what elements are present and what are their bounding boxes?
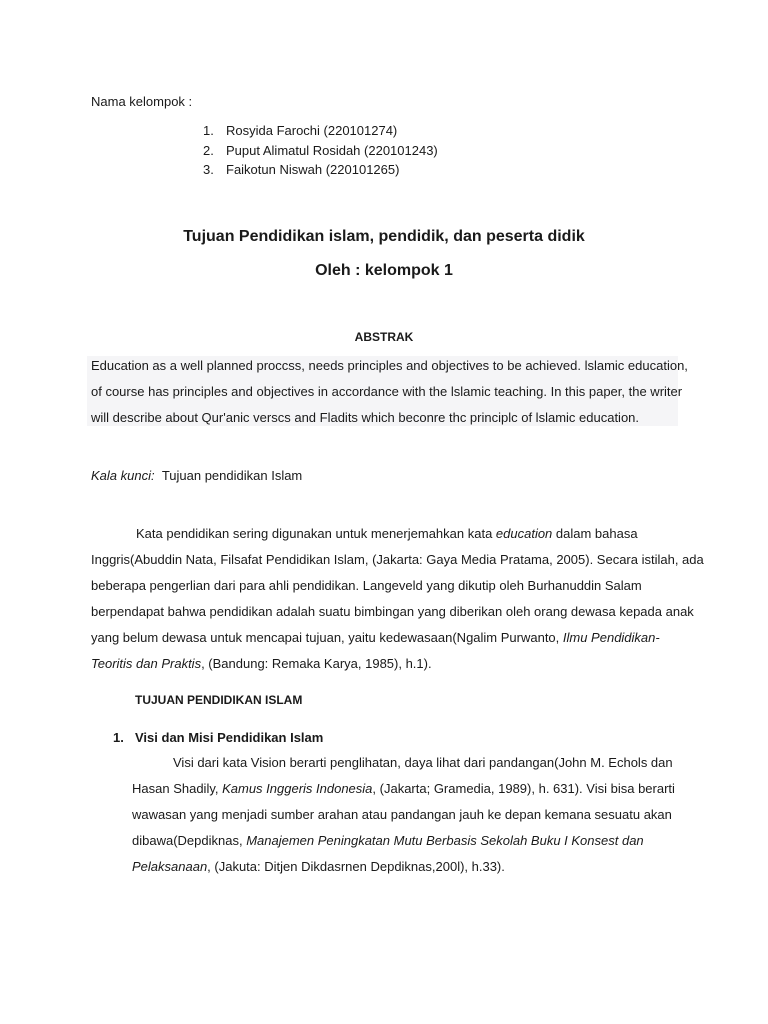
subsection-title: Visi dan Misi Pendidikan Islam <box>135 730 324 745</box>
paragraph-line: wawasan yang menjadi sumber arahan atau pandangan jauh ke depan kemana sesuatu akan <box>132 807 672 822</box>
paragraph-line: Hasan Shadily, Kamus Inggeris Indonesia, (Jakarta; Gramedia, 1989), h. 631). Visi bisa berarti <box>132 781 675 796</box>
paragraph-line: Inggris(Abuddin Nata, Filsafat Pendidikan Islam, (Jakarta: Gaya Media Pratama, 2005). Secara istilah, ada <box>91 552 704 567</box>
document-subtitle: Oleh : kelompok 1 <box>315 262 453 279</box>
list-item: 2. Puput Alimatul Rosidah (220101243) <box>203 142 438 158</box>
paragraph-line: beberapa pengerlian dari para ahli pendidikan. Langeveld yang dikutip oleh Burhanuddin Salam <box>91 578 642 593</box>
group-label: Nama kelompok : <box>91 94 193 109</box>
list-item: 3. Faikotun Niswah (220101265) <box>203 162 400 177</box>
keywords-label: Kala kunci: <box>91 468 155 483</box>
list-item: 1. Rosyida Farochi (220101274) <box>203 123 398 138</box>
paragraph-line: Visi dari kata Vision berarti penglihatan, daya lihat dari pandangan(John M. Echols dan <box>173 755 673 770</box>
paragraph-line: yang belum dewasa untuk mencapai tujuan, yaitu kedewasaan(Ngalim Purwanto, Ilmu Pendidikan- <box>91 630 660 645</box>
paragraph-line: Pelaksanaan, (Jakuta: Ditjen Dikdasrnen Depdiknas,200l), h.33). <box>132 859 505 874</box>
keywords <box>91 468 302 483</box>
paragraph-line: dibawa(Depdiknas, Manajemen Peningkatan Mutu Berbasis Sekolah Buku I Konsest dan <box>132 833 644 848</box>
abstract-line: Education as a well planned proccss, needs principles and objectives to be achieved. lslamic education, <box>91 358 688 373</box>
member-name: Faikotun Niswah (220101265) <box>226 162 400 177</box>
paragraph-line: berpendapat bahwa pendidikan adalah suatu bimbingan yang diberikan oleh orang dewasa kepada anak <box>91 604 694 619</box>
abstract-heading: ABSTRAK <box>354 330 414 344</box>
subsection-number: 1. <box>113 730 124 745</box>
section-heading: TUJUAN PENDIDIKAN ISLAM <box>135 693 303 707</box>
paragraph-line: Kata pendidikan sering digunakan untuk menerjemahkan kata education dalam bahasa <box>136 526 638 541</box>
abstract-line: will describe about Qur'anic verscs and Fladits which beconre thc principlc of lslamic education. <box>91 410 640 425</box>
abstract-line: of course has principles and objectives in accordance with the lslamic teaching. In this paper, the writer <box>91 384 683 399</box>
keywords-value: Tujuan pendidikan Islam <box>161 468 303 483</box>
member-list <box>203 121 438 180</box>
document-title: Tujuan Pendidikan islam, pendidik, dan peserta didik <box>183 228 585 245</box>
member-name: Puput Alimatul Rosidah (220101243) <box>226 142 438 158</box>
member-name: Rosyida Farochi (220101274) <box>226 123 398 138</box>
paragraph-line: Teoritis dan Praktis, (Bandung: Remaka Karya, 1985), h.1). <box>91 656 432 671</box>
